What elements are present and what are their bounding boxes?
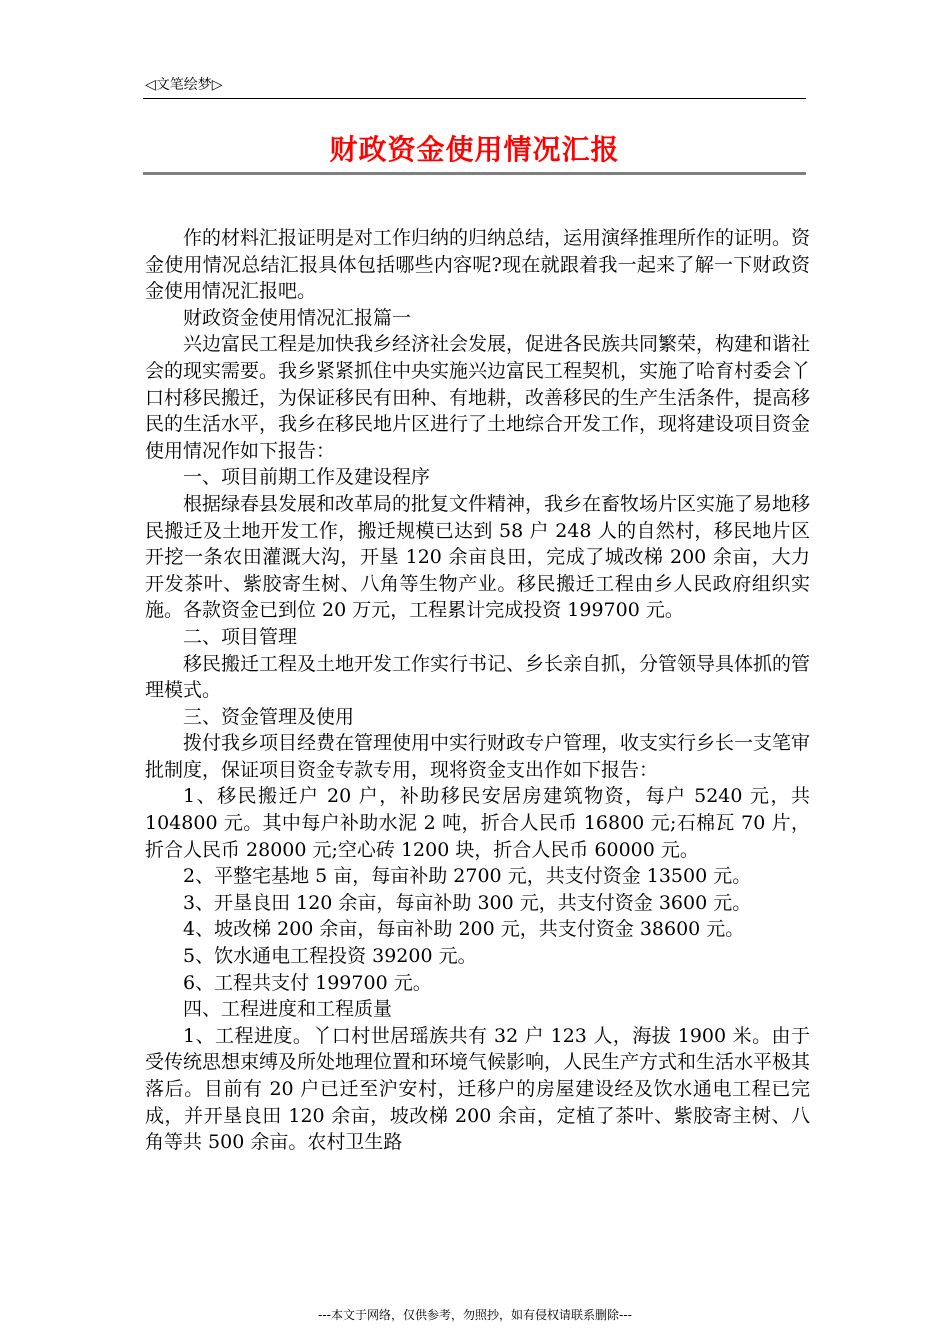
title-divider <box>143 172 806 175</box>
paragraph: 移民搬迁工程及土地开发工作实行书记、乡长亲自抓，分管领导具体抓的管理模式。 <box>145 652 811 702</box>
header-divider <box>143 98 806 99</box>
footer-disclaimer: ---本文于网络，仅供参考，勿照抄，如有侵权请联系删除--- <box>318 1308 632 1322</box>
header-brand: ◁文笔绘梦▷ <box>145 77 223 93</box>
section-heading: 二、项目管理 <box>183 625 298 648</box>
section-heading: 四、工程进度和工程质量 <box>183 998 393 1021</box>
document-title: 财政资金使用情况汇报 <box>329 133 620 166</box>
list-item: 3、开垦良田 120 余亩，每亩补助 300 元，共支付资金 3600 元。 <box>183 891 752 914</box>
list-item: 4、坡改梯 200 余亩，每亩补助 200 元，共支付资金 38600 元。 <box>183 918 745 941</box>
paragraph: 拨付我乡项目经费在管理使用中实行财政专户管理，收支实行乡长一支笔审批制度，保证项目资金专款专用，现将资金支出作如下报告： <box>145 732 811 781</box>
paragraph: 根据绿春县发展和改革局的批复文件精神，我乡在畜牧场片区实施了易地移民搬迁及土地开发工作，搬迁规模已达到 58 户 248 人的自然村，移民地片区开挖一条农田灌溉大沟，开垦 120 余亩良田，完成了城改梯 200 余亩，大力开发茶叶、紫胶寄生树、八角等生物产业。移民搬迁工程由乡人民政府组织实施。各款资金已到位 20 万元，工程累计完成投资 199700 元。 <box>145 492 811 622</box>
list-item: 2、平整宅基地 5 亩，每亩补助 2700 元，共支付资金 13500 元。 <box>183 865 752 888</box>
paragraph: 兴边富民工程是加快我乡经济社会发展，促进各民族共同繁荣，构建和谐社会的现实需要。我乡紧紧抓住中央实施兴边富民工程契机，实施了哈育村委会丫口村移民搬迁，为保证移民有田种、有地耕，改善移民的生产生活条件，提高移民的生活水平，我乡在移民地片区进行了土地综合开发工作，现将建设项目资金使用情况作如下报告： <box>145 333 811 462</box>
paragraph: 作的材料汇报证明是对工作归纳的归纳总结，运用演绎推理所作的证明。资金使用情况总结汇报具体包括哪些内容呢?现在就跟着我一起来了解一下财政资金使用情况汇报吧。 <box>145 227 811 303</box>
section-heading: 财政资金使用情况汇报篇一 <box>183 306 412 329</box>
list-item: 5、饮水通电工程投资 39200 元。 <box>183 945 477 968</box>
list-item: 1、移民搬迁户 20 户，补助移民安居房建筑物资，每户 5240 元，共 104800 元。其中每户补助水泥 2 吨，折合人民币 16800 元;石棉瓦 70 片，折合人民币 28000 元;空心砖 1200 块，折合人民币 60000 元。 <box>145 785 810 861</box>
section-heading: 一、项目前期工作及建设程序 <box>183 466 431 489</box>
section-heading: 三、资金管理及使用 <box>183 705 355 728</box>
paragraph: 1、工程进度。丫口村世居瑶族共有 32 户 123 人，海拔 1900 米。由于受传统思想束缚及所处地理位置和环境气候影响，人民生产方式和生活水平极其落后。目前有 20 户已迁至沪安村，迁移户的房屋建设经及饮水通电工程已完成，并开垦良田 120 余亩，坡改梯 200 余亩，定植了茶叶、紫胶寄主树、八角等共 500 余亩。农村卫生路 <box>145 1024 811 1154</box>
document-body <box>145 225 810 1156</box>
list-item: 6、工程共支付 199700 元。 <box>183 971 432 994</box>
